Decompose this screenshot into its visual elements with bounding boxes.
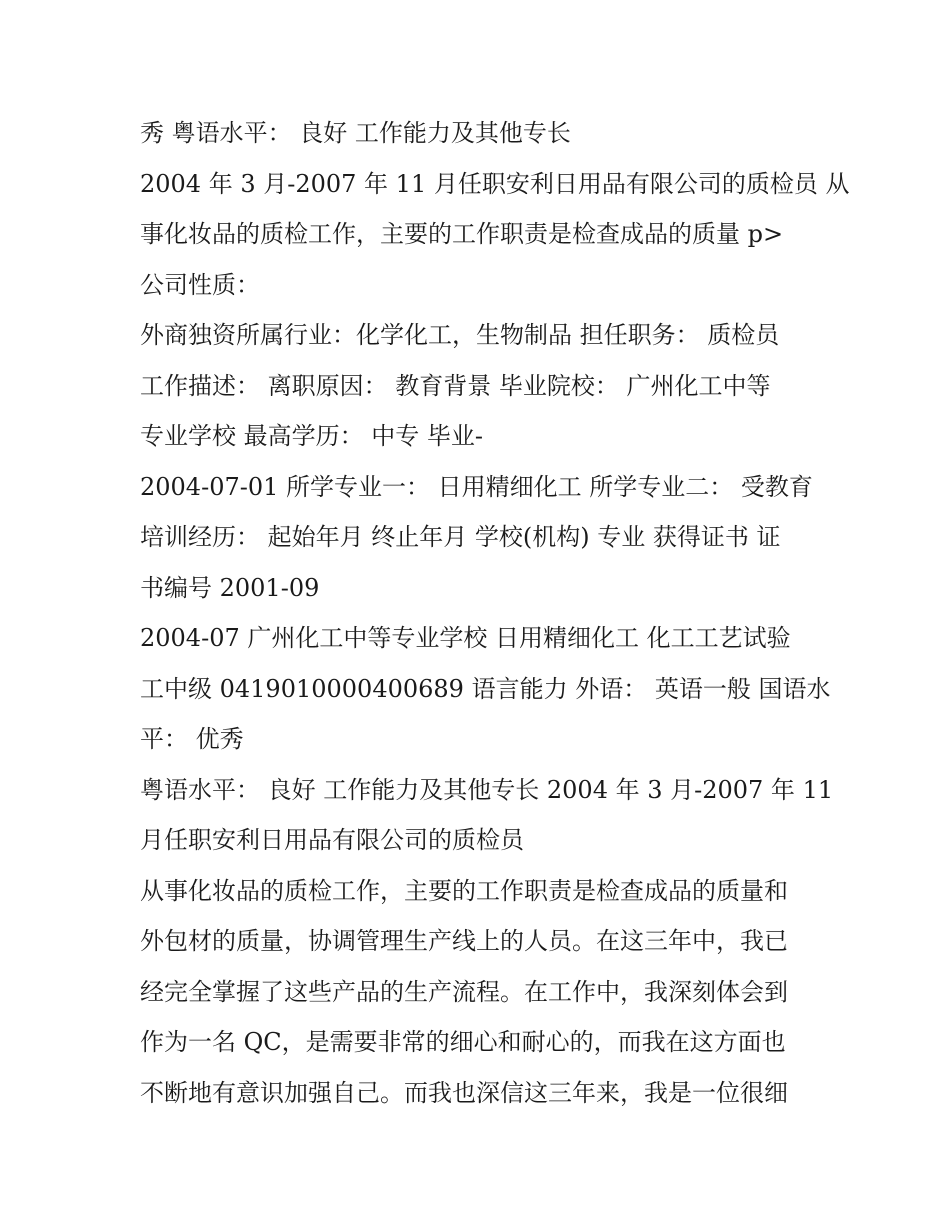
text-line: 从事化妆品的质检工作，主要的工作职责是检查成品的质量和 — [140, 876, 788, 905]
text-line: 粤语水平： 良好 工作能力及其他专长 2004 年 3 月-2007 年 11 — [140, 775, 834, 804]
text-line: 书编号 2001-09 — [140, 573, 320, 602]
text-line: 不断地有意识加强自己。而我也深信这三年来，我是一位很细 — [140, 1078, 788, 1107]
text-line: 秀 粤语水平： 良好 工作能力及其他专长 — [140, 119, 571, 147]
text-line: 专业学校 最高学历： 中专 毕业- — [140, 422, 483, 450]
text-line: 工作描述： 离职原因： 教育背景 毕业院校： 广州化工中等 — [140, 371, 771, 400]
text-line: 工中级 0419010000400689 语言能力 外语： 英语一般 国语水 — [140, 674, 831, 703]
text-line: 作为一名 QC，是需要非常的细心和耐心的，而我在这方面也 — [140, 1028, 786, 1056]
text-line: 培训经历： 起始年月 终止年月 学校(机构) 专业 获得证书 证 — [140, 523, 781, 551]
text-line: 平： 优秀 — [140, 725, 244, 753]
document-body — [140, 108, 850, 1118]
text-line: 2004-07 广州化工中等专业学校 日用精细化工 化工工艺试验 — [140, 624, 791, 652]
text-line: 外包材的质量，协调管理生产线上的人员。在这三年中，我已 — [140, 927, 788, 955]
text-line: 2004-07-01 所学专业一： 日用精细化工 所学专业二： 受教育 — [140, 472, 813, 501]
text-line: 2004 年 3 月-2007 年 11 月任职安利日用品有限公司的质检员 从 — [140, 169, 850, 198]
text-line: 外商独资所属行业：化学化工，生物制品 担任职务： 质检员 — [140, 321, 780, 349]
text-line: 事化妆品的质检工作，主要的工作职责是检查成品的质量 p> — [140, 220, 784, 248]
text-line: 公司性质： — [140, 270, 260, 299]
text-line: 月任职安利日用品有限公司的质检员 — [140, 826, 524, 854]
text-line: 经完全掌握了这些产品的生产流程。在工作中，我深刻体会到 — [140, 977, 788, 1006]
